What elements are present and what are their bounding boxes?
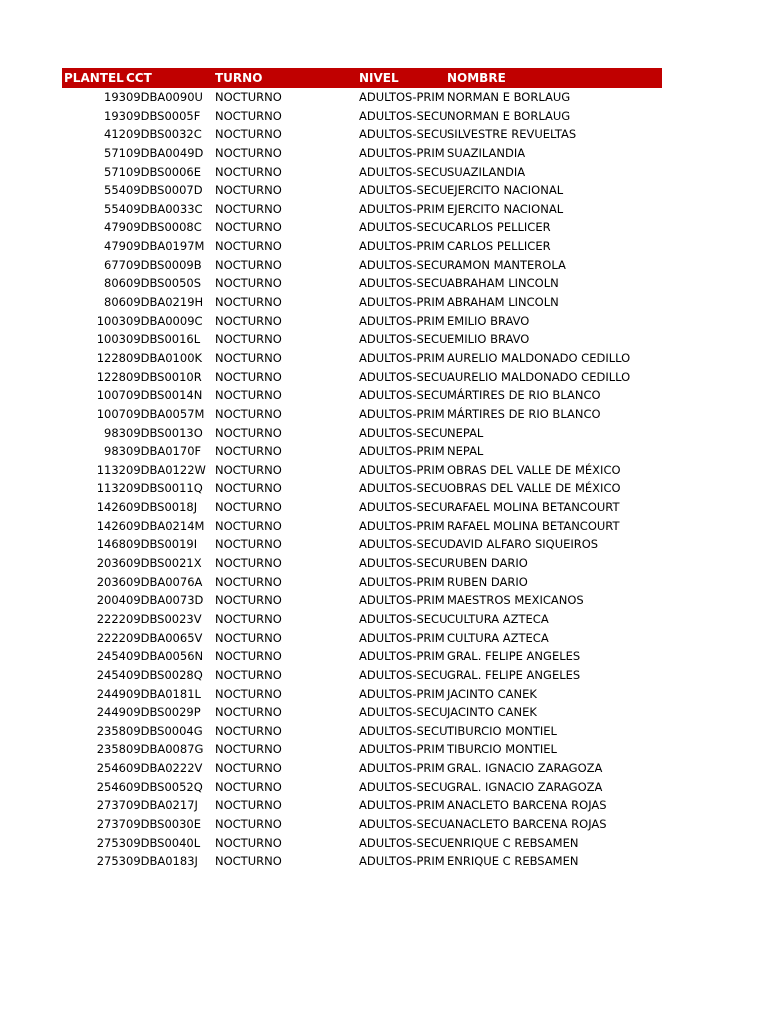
table-row <box>62 573 662 592</box>
table-row <box>62 759 662 778</box>
cell-nivel: ADULTOS-SECU <box>359 332 448 347</box>
cell-cct: 09DBA0087G <box>126 742 204 757</box>
cell-nivel: ADULTOS-SECU <box>359 220 448 235</box>
cell-turno: NOCTURNO <box>215 574 282 589</box>
cell-cct: 09DBS0004G <box>126 723 203 738</box>
cell-nivel: ADULTOS-PRIM <box>359 201 445 216</box>
table-row <box>62 647 662 666</box>
table-row <box>62 200 662 219</box>
cell-turno: NOCTURNO <box>215 705 282 720</box>
cell-turno: NOCTURNO <box>215 220 282 235</box>
cell-cct: 09DBS0040L <box>126 835 201 850</box>
cell-cct: 09DBS0028Q <box>126 667 203 682</box>
cell-plantel: 2546 <box>96 779 126 794</box>
cell-plantel: 2004 <box>96 593 126 608</box>
cell-cct: 09DBA0214M <box>126 518 205 533</box>
cell-plantel: 571 <box>104 145 126 160</box>
table-row <box>62 703 662 722</box>
cell-nombre: EJERCITO NACIONAL <box>447 183 564 198</box>
cell-nivel: ADULTOS-PRIM <box>359 90 445 104</box>
cell-cct: 09DBS0010R <box>126 369 202 384</box>
cell-turno: NOCTURNO <box>215 369 282 384</box>
cell-nombre: GRAL. FELIPE ANGELES <box>447 649 581 664</box>
table-row <box>62 610 662 629</box>
cell-cct: 09DBA0219H <box>126 295 204 310</box>
cell-nombre: RAFAEL MOLINA BETANCOURT <box>447 500 620 515</box>
cell-turno: NOCTURNO <box>215 854 282 869</box>
table-row <box>62 535 662 554</box>
cell-plantel: 554 <box>104 201 126 216</box>
cell-nombre: ABRAHAM LINCOLN <box>447 276 559 291</box>
cell-nivel: ADULTOS-PRIM <box>359 574 445 589</box>
cell-nombre: OBRAS DEL VALLE DE MÉXICO <box>447 462 621 477</box>
cell-nivel: ADULTOS-SECU <box>359 556 448 571</box>
cell-cct: 09DBA0222V <box>126 761 203 776</box>
cell-nombre: RUBEN DARIO <box>447 556 528 571</box>
cell-nivel: ADULTOS-SECU <box>359 127 448 142</box>
cell-nombre: MÁRTIRES DE RIO BLANCO <box>447 388 601 403</box>
cell-plantel: 2449 <box>96 686 126 701</box>
cell-nombre: SUAZILANDIA <box>447 164 526 179</box>
cell-nivel: ADULTOS-SECU <box>359 388 448 403</box>
cell-nombre: ENRIQUE C REBSAMEN <box>447 835 579 850</box>
cell-cct: 09DBS0032C <box>126 127 202 142</box>
cell-nivel: ADULTOS-PRIM <box>359 686 445 701</box>
table-row <box>62 740 662 759</box>
cell-nombre: CARLOS PELLICER <box>447 239 551 254</box>
cell-turno: NOCTURNO <box>215 239 282 254</box>
cell-plantel: 2737 <box>96 798 126 813</box>
cell-plantel: 2454 <box>96 649 126 664</box>
cell-nombre: RUBEN DARIO <box>447 574 528 589</box>
cell-nivel: ADULTOS-SECU <box>359 705 448 720</box>
cell-plantel: 1228 <box>96 369 126 384</box>
cell-nivel: ADULTOS-PRIM <box>359 462 445 477</box>
cell-nivel: ADULTOS-PRIM <box>359 854 445 869</box>
cell-cct: 09DBS0019I <box>126 537 198 552</box>
cell-cct: 09DBS0029P <box>126 705 201 720</box>
cell-plantel: 2449 <box>96 705 126 720</box>
cell-plantel: 1468 <box>96 537 126 552</box>
table-row <box>62 554 662 573</box>
cell-turno: NOCTURNO <box>215 295 282 310</box>
cell-nombre: GRAL. IGNACIO ZARAGOZA <box>447 779 603 794</box>
cell-cct: 09DBS0013O <box>126 425 203 440</box>
cell-nivel: ADULTOS-SECU <box>359 164 448 179</box>
cell-cct: 09DBS0005F <box>126 108 201 123</box>
cell-nivel: ADULTOS-PRIM <box>359 593 445 608</box>
cell-nombre: ANACLETO BARCENA ROJAS <box>447 798 607 813</box>
table-row <box>62 237 662 256</box>
table-row <box>62 181 662 200</box>
cell-turno: NOCTURNO <box>215 481 282 496</box>
cell-nombre: SILVESTRE REVUELTAS <box>447 127 577 142</box>
cell-nombre: ABRAHAM LINCOLN <box>447 295 559 310</box>
table-row <box>62 796 662 815</box>
cell-plantel: 1228 <box>96 350 126 365</box>
table-row <box>62 88 662 107</box>
cell-nombre: NEPAL <box>447 444 484 459</box>
cell-nombre: GRAL. IGNACIO ZARAGOZA <box>447 761 603 776</box>
cell-nivel: ADULTOS-PRIM <box>359 761 445 776</box>
cell-nivel: ADULTOS-SECU <box>359 723 448 738</box>
cell-nivel: ADULTOS-SECU <box>359 835 448 850</box>
cell-plantel: 2737 <box>96 816 126 831</box>
cell-cct: 09DBS0052Q <box>126 779 203 794</box>
header-cct: CCT <box>126 71 152 85</box>
cell-plantel: 1426 <box>96 518 126 533</box>
cell-plantel: 1007 <box>96 406 126 421</box>
cell-nombre: MAESTROS MEXICANOS <box>447 593 584 608</box>
cell-plantel: 2036 <box>96 556 126 571</box>
table-row <box>62 666 662 685</box>
cell-plantel: 2358 <box>96 742 126 757</box>
cell-cct: 09DBS0030E <box>126 816 202 831</box>
cell-plantel: 2358 <box>96 723 126 738</box>
cell-cct: 09DBA0100K <box>126 350 203 365</box>
cell-nombre: RAMON MANTEROLA <box>447 257 566 272</box>
cell-nivel: ADULTOS-PRIM <box>359 313 445 328</box>
cell-turno: NOCTURNO <box>215 593 282 608</box>
cell-turno: NOCTURNO <box>215 649 282 664</box>
cell-nombre: OBRAS DEL VALLE DE MÉXICO <box>447 481 621 496</box>
cell-plantel: 2222 <box>96 630 126 645</box>
cell-cct: 09DBA0073D <box>126 593 204 608</box>
cell-turno: NOCTURNO <box>215 556 282 571</box>
cell-nivel: ADULTOS-PRIM <box>359 350 445 365</box>
cell-cct: 09DBS0006E <box>126 164 202 179</box>
cell-plantel: 2222 <box>96 611 126 626</box>
table-row <box>62 629 662 648</box>
cell-plantel: 412 <box>104 127 126 142</box>
cell-nombre: ENRIQUE C REBSAMEN <box>447 854 579 869</box>
table-row <box>62 218 662 237</box>
cell-nombre: SUAZILANDIA <box>447 145 526 160</box>
cell-nivel: ADULTOS-SECU <box>359 183 448 198</box>
cell-nivel: ADULTOS-SECU <box>359 779 448 794</box>
header-plantel: PLANTEL <box>64 71 124 85</box>
table-row <box>62 461 662 480</box>
cell-cct: 09DBA0217J <box>126 798 198 813</box>
cell-nivel: ADULTOS-SECU <box>359 667 448 682</box>
cell-turno: NOCTURNO <box>215 145 282 160</box>
table-row <box>62 685 662 704</box>
cell-nombre: DAVID ALFARO SIQUEIROS <box>447 537 599 552</box>
cell-plantel: 554 <box>104 183 126 198</box>
cell-nivel: ADULTOS-PRIM <box>359 649 445 664</box>
cell-nombre: NEPAL <box>447 425 484 440</box>
cell-turno: NOCTURNO <box>215 201 282 216</box>
cell-turno: NOCTURNO <box>215 537 282 552</box>
table-row <box>62 163 662 182</box>
table-row <box>62 274 662 293</box>
table-row <box>62 424 662 443</box>
table-row <box>62 498 662 517</box>
cell-turno: NOCTURNO <box>215 835 282 850</box>
cell-nombre: RAFAEL MOLINA BETANCOURT <box>447 518 620 533</box>
cell-nivel: ADULTOS-SECU <box>359 500 448 515</box>
cell-nivel: ADULTOS-PRIM <box>359 518 445 533</box>
table-row <box>62 144 662 163</box>
cell-cct: 09DBS0018J <box>126 500 198 515</box>
table-row <box>62 815 662 834</box>
table-row <box>62 107 662 126</box>
table-row <box>62 722 662 741</box>
cell-nivel: ADULTOS-SECU <box>359 537 448 552</box>
cell-cct: 09DBA0197M <box>126 239 205 254</box>
cell-cct: 09DBA0090U <box>126 90 203 104</box>
table-row <box>62 349 662 368</box>
cell-nombre: AURELIO MALDONADO CEDILLO <box>447 369 631 384</box>
cell-nombre: EJERCITO NACIONAL <box>447 201 564 216</box>
cell-plantel: 1007 <box>96 388 126 403</box>
cell-turno: NOCTURNO <box>215 183 282 198</box>
header-nombre: NOMBRE <box>447 71 506 85</box>
cell-turno: NOCTURNO <box>215 462 282 477</box>
cell-cct: 09DBS0050S <box>126 276 202 291</box>
cell-nombre: CARLOS PELLICER <box>447 220 551 235</box>
cell-turno: NOCTURNO <box>215 723 282 738</box>
cell-turno: NOCTURNO <box>215 500 282 515</box>
cell-plantel: 1132 <box>96 462 126 477</box>
cell-cct: 09DBA0049D <box>126 145 204 160</box>
cell-cct: 09DBA0009C <box>126 313 203 328</box>
cell-plantel: 479 <box>104 220 126 235</box>
cell-plantel: 193 <box>104 108 126 123</box>
cell-turno: NOCTURNO <box>215 276 282 291</box>
cell-plantel: 479 <box>104 239 126 254</box>
cell-plantel: 677 <box>104 257 126 272</box>
cell-turno: NOCTURNO <box>215 90 282 104</box>
table-row <box>62 405 662 424</box>
table-row <box>62 479 662 498</box>
table-row <box>62 312 662 331</box>
cell-turno: NOCTURNO <box>215 742 282 757</box>
cell-cct: 09DBA0033C <box>126 201 203 216</box>
cell-nivel: ADULTOS-SECU <box>359 257 448 272</box>
cell-nivel: ADULTOS-SECU <box>359 276 448 291</box>
cell-cct: 09DBS0011Q <box>126 481 203 496</box>
table-row <box>62 778 662 797</box>
cell-nivel: ADULTOS-PRIM <box>359 630 445 645</box>
header-turno: TURNO <box>215 71 263 85</box>
cell-cct: 09DBA0065V <box>126 630 203 645</box>
cell-plantel: 2546 <box>96 761 126 776</box>
cell-turno: NOCTURNO <box>215 313 282 328</box>
table-row <box>62 293 662 312</box>
table-row <box>62 256 662 275</box>
cell-turno: NOCTURNO <box>215 518 282 533</box>
table-row <box>62 517 662 536</box>
table-row <box>62 330 662 349</box>
cell-nombre: JACINTO CANEK <box>447 705 537 720</box>
cell-nivel: ADULTOS-SECU <box>359 425 448 440</box>
cell-nombre: EMILIO BRAVO <box>447 313 530 328</box>
cell-cct: 09DBA0181L <box>126 686 201 701</box>
cell-nivel: ADULTOS-PRIM <box>359 444 445 459</box>
cell-cct: 09DBS0023V <box>126 611 202 626</box>
cell-turno: NOCTURNO <box>215 257 282 272</box>
cell-turno: NOCTURNO <box>215 108 282 123</box>
cell-plantel: 806 <box>104 295 126 310</box>
cell-turno: NOCTURNO <box>215 425 282 440</box>
cell-nombre: EMILIO BRAVO <box>447 332 530 347</box>
cell-nivel: ADULTOS-SECU <box>359 611 448 626</box>
cell-nivel: ADULTOS-PRIM <box>359 742 445 757</box>
cell-nivel: ADULTOS-PRIM <box>359 798 445 813</box>
cell-plantel: 1426 <box>96 500 126 515</box>
cell-nivel: ADULTOS-SECU <box>359 369 448 384</box>
cell-nombre: MÁRTIRES DE RIO BLANCO <box>447 406 601 421</box>
cell-turno: NOCTURNO <box>215 164 282 179</box>
cell-cct: 09DBA0056N <box>126 649 204 664</box>
cell-nombre: TIBURCIO MONTIEL <box>447 723 557 738</box>
cell-turno: NOCTURNO <box>215 332 282 347</box>
cell-nombre: AURELIO MALDONADO CEDILLO <box>447 350 631 365</box>
table-row <box>62 852 662 871</box>
cell-cct: 09DBA0076A <box>126 574 203 589</box>
cell-nombre: ANACLETO BARCENA ROJAS <box>447 816 607 831</box>
cell-cct: 09DBS0014N <box>126 388 203 403</box>
cell-turno: NOCTURNO <box>215 798 282 813</box>
cell-cct: 09DBS0009B <box>126 257 202 272</box>
cell-nombre: JACINTO CANEK <box>447 686 537 701</box>
cell-turno: NOCTURNO <box>215 686 282 701</box>
cell-plantel: 2036 <box>96 574 126 589</box>
cell-nombre: CULTURA AZTECA <box>447 611 549 626</box>
cell-nivel: ADULTOS-PRIM <box>359 239 445 254</box>
cell-cct: 09DBA0057M <box>126 406 205 421</box>
cell-plantel: 983 <box>104 444 126 459</box>
header-nivel: NIVEL <box>359 71 399 85</box>
table-row <box>62 368 662 387</box>
cell-nivel: ADULTOS-PRIM <box>359 295 445 310</box>
table-row <box>62 125 662 144</box>
cell-cct: 09DBS0007D <box>126 183 203 198</box>
table-row <box>62 386 662 405</box>
table-body <box>62 88 662 871</box>
cell-plantel: 983 <box>104 425 126 440</box>
cell-nombre: CULTURA AZTECA <box>447 630 549 645</box>
cell-cct: 09DBS0016L <box>126 332 201 347</box>
table-row <box>62 591 662 610</box>
cell-plantel: 1003 <box>96 313 126 328</box>
cell-turno: NOCTURNO <box>215 816 282 831</box>
spreadsheet-table <box>62 68 662 871</box>
cell-cct: 09DBS0021X <box>126 556 202 571</box>
cell-cct: 09DBA0170F <box>126 444 202 459</box>
cell-cct: 09DBA0122W <box>126 462 206 477</box>
cell-nivel: ADULTOS-PRIM <box>359 145 445 160</box>
cell-nivel: ADULTOS-SECU <box>359 816 448 831</box>
table-row <box>62 834 662 853</box>
cell-nombre: GRAL. FELIPE ANGELES <box>447 667 581 682</box>
cell-plantel: 2753 <box>96 854 126 869</box>
header-row <box>62 68 662 88</box>
cell-turno: NOCTURNO <box>215 667 282 682</box>
cell-nombre: TIBURCIO MONTIEL <box>447 742 557 757</box>
cell-turno: NOCTURNO <box>215 779 282 794</box>
cell-cct: 09DBS0008C <box>126 220 202 235</box>
cell-plantel: 2753 <box>96 835 126 850</box>
cell-plantel: 193 <box>104 90 126 104</box>
cell-turno: NOCTURNO <box>215 350 282 365</box>
cell-cct: 09DBA0183J <box>126 854 198 869</box>
cell-turno: NOCTURNO <box>215 406 282 421</box>
cell-plantel: 806 <box>104 276 126 291</box>
cell-nivel: ADULTOS-SECU <box>359 481 448 496</box>
cell-turno: NOCTURNO <box>215 388 282 403</box>
cell-plantel: 571 <box>104 164 126 179</box>
cell-nombre: NORMAN E BORLAUG <box>447 90 571 104</box>
cell-turno: NOCTURNO <box>215 127 282 142</box>
cell-plantel: 1003 <box>96 332 126 347</box>
cell-nombre: NORMAN E BORLAUG <box>447 108 571 123</box>
cell-turno: NOCTURNO <box>215 611 282 626</box>
cell-nivel: ADULTOS-PRIM <box>359 406 445 421</box>
cell-turno: NOCTURNO <box>215 444 282 459</box>
cell-plantel: 2454 <box>96 667 126 682</box>
cell-turno: NOCTURNO <box>215 630 282 645</box>
cell-turno: NOCTURNO <box>215 761 282 776</box>
table-row <box>62 442 662 461</box>
cell-plantel: 1132 <box>96 481 126 496</box>
cell-nivel: ADULTOS-SECU <box>359 108 448 123</box>
